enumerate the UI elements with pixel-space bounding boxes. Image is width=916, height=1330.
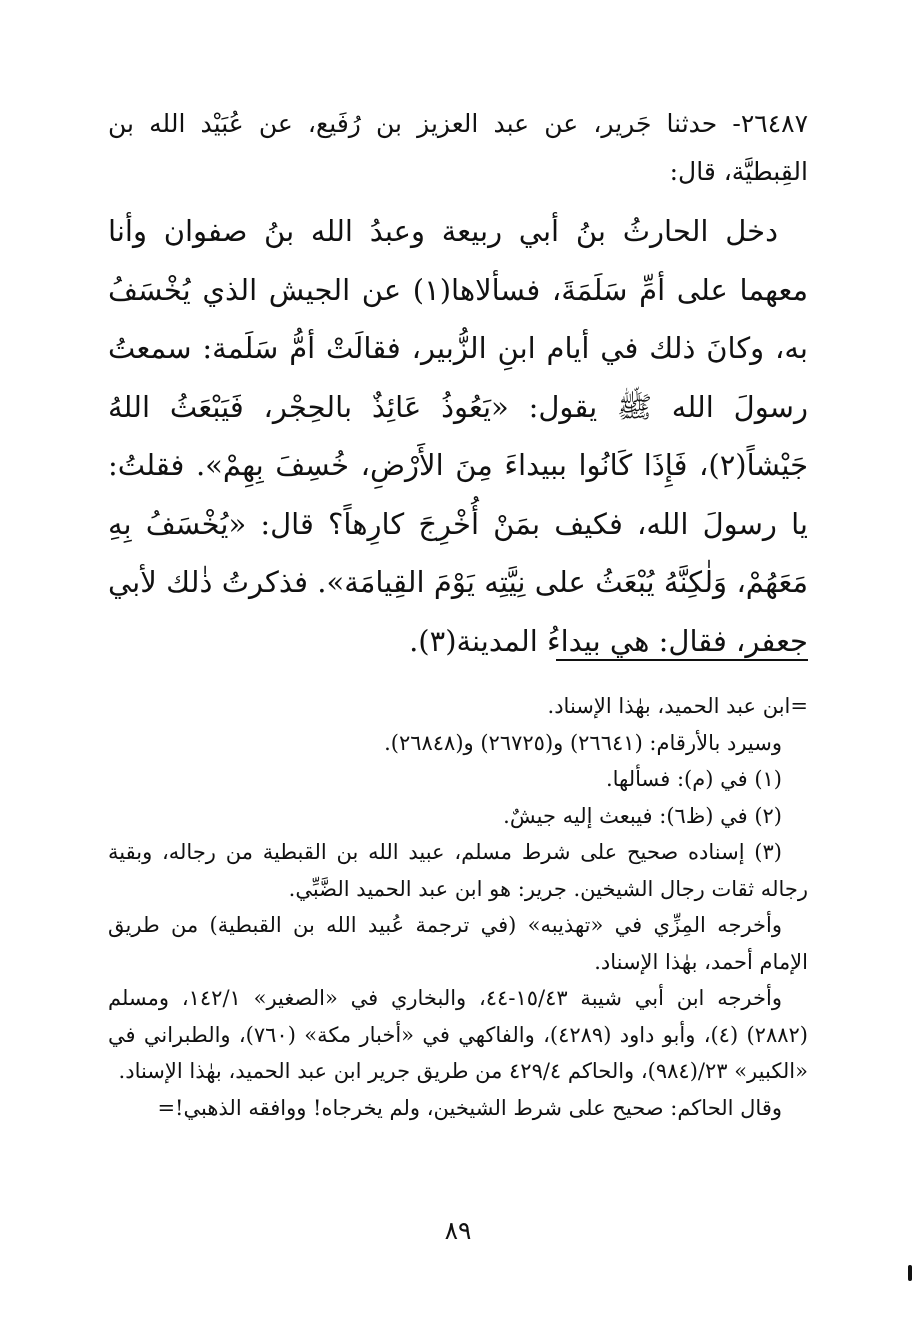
footnote-1: (١) في (م): فسألها.	[605, 767, 782, 791]
footnotes	[108, 688, 808, 1126]
footnote-cross-reference: وسيرد بالأرقام: (٢٦٦٤١) و(٢٦٧٢٥) و(٢٦٨٤٨).	[384, 730, 782, 755]
footnote-3-sources: وأخرجه ابن أبي شيبة ١٥/٤٣-٤٤، والبخاري في «الصغير» ١٤٢/١، ومسلم (٢٨٨٢) (٤)، وأبو داود (٤٢٨٩)، والفاكهي في «أخبار مكة» (٧٦٠)، والطبراني في «الكبير» ٢٣/(٩٨٤)، والحاكم ٤٢٩/٤ من طريق جرير ابن عبد الحميد، بهٰذا الإسناد.	[108, 986, 808, 1083]
hadith-header: ٢٦٤٨٧- حدثنا جَرير، عن عبد العزيز بن رُفَيع، عن عُبَيْد الله بن القِبطيَّة، قال:	[108, 109, 808, 186]
footnote-separator	[556, 659, 808, 661]
footnote-3: (٣) إسناده صحيح على شرط مسلم، عبيد الله بن القبطية من رجاله، وبقية رجاله ثقات رجال الشيخين. جرير: هو ابن عبد الحميد الضَّبِّي.	[108, 840, 808, 901]
footnote-3-hakim: وقال الحاكم: صحيح على شرط الشيخين، ولم يخرجاه! ووافقه الذهبي!=	[157, 1095, 782, 1120]
footnote-2: (٢) في (ظ٦): فيبعث إليه جيشٌ.	[503, 803, 782, 828]
page-number: ٨٩	[444, 1216, 472, 1245]
footnote-continuation: =ابن عبد الحميد، بهٰذا الإسناد.	[547, 694, 808, 718]
scan-edge-mark	[908, 1265, 912, 1281]
hadith-text: دخل الحارثُ بنُ أبي ربيعة وعبدُ الله بنُ صفوان وأنا معهما على أمِّ سَلَمَةَ، فسألاها(١) عن الجيش الذي يُخْسَفُ به، وكانَ ذلك في أيام ابنِ الزُّبير، فقالَتْ أمُّ سَلَمة: سمعتُ رسولَ الله ﷺ يقول: «يَعُوذُ عَائِذٌ بالحِجْر، فَيَبْعَثُ اللهُ جَيْشاً(٢)، فَإِذَا كَانُوا ببيداءَ مِنَ الأَرْضِ، خُسِفَ بِهِمْ». فقلتُ: يا رسولَ الله، فكيف بمَنْ أُخْرِجَ كارِهاً؟ قال: «يُخْسَفُ بِهِ مَعَهُمْ، وَلٰكِنَّهُ يُبْعَثُ على نِيَّتِه يَوْمَ القِيامَة». فذكرتُ ذٰلك لأبي جعفر، فقال: هي بيداءُ المدينة(٣).	[108, 214, 808, 658]
footnote-3-mizzi: وأخرجه المِزِّي في «تهذيبه» (في ترجمة عُبيد الله بن القبطية) من طريق الإمام أحمد، بهٰذا الإسناد.	[108, 913, 808, 974]
